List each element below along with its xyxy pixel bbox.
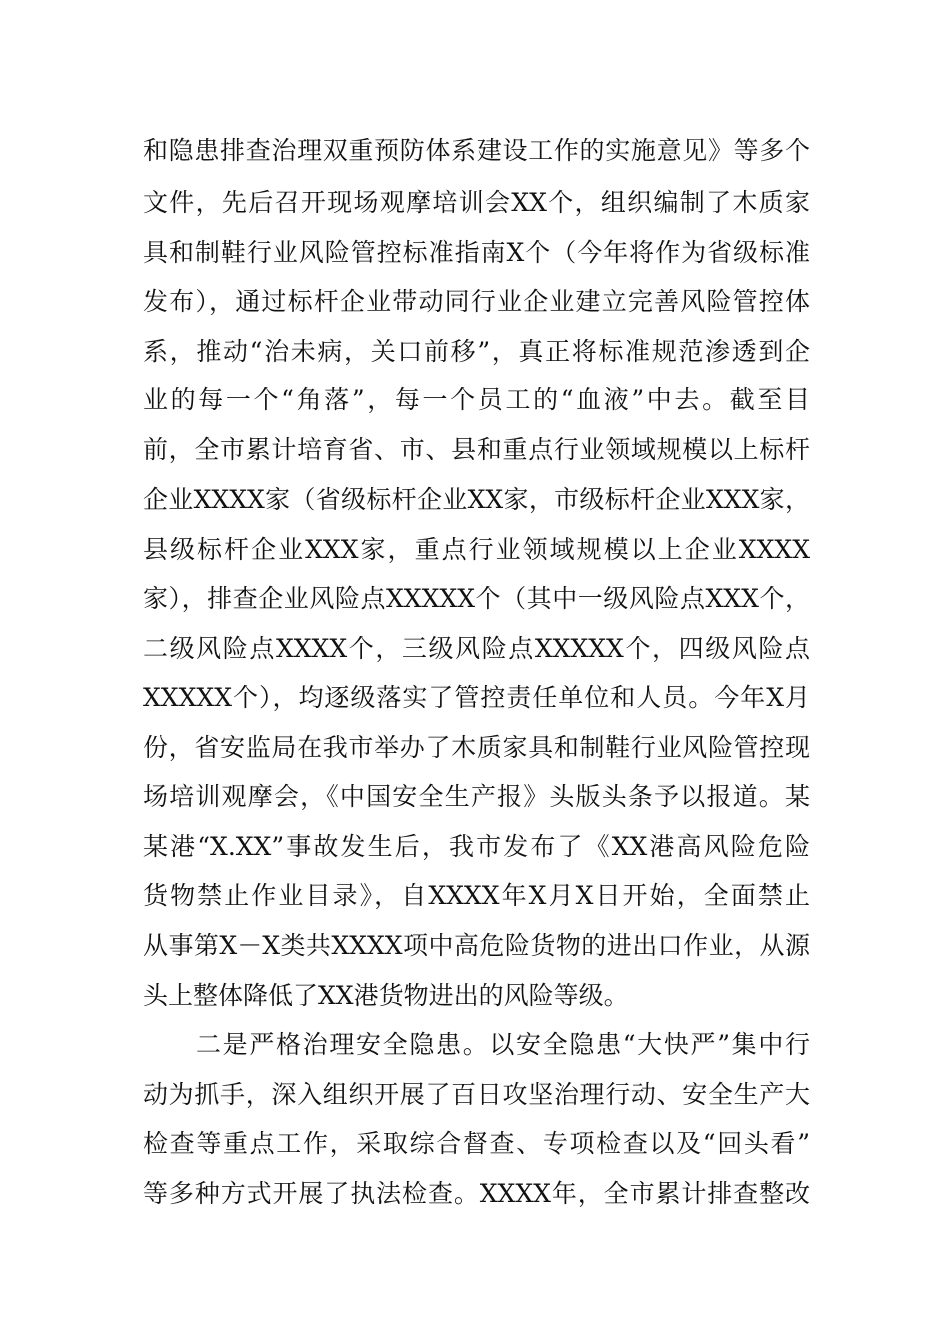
text-line: 前，全市累计培育省、市、县和重点行业领域规模以上标杆 <box>143 435 810 464</box>
paragraph-first-line: 二是严格治理安全隐患。以安全隐患“大快严”集中行 <box>196 1030 810 1059</box>
text-line: 头上整体降低了XX港货物进出的风险等级。 <box>143 981 629 1010</box>
text-line: 份，省安监局在我市举办了木质家具和制鞋行业风险管控现 <box>143 733 810 762</box>
text-line: 等多种方式开展了执法检查。XXXX年，全市累计排查整改 <box>143 1179 810 1208</box>
text-line: 文件，先后召开现场观摩培训会XX个，组织编制了木质家 <box>143 188 810 217</box>
text-line: 动为抓手，深入组织开展了百日攻坚治理行动、安全生产大 <box>143 1080 810 1109</box>
text-line: 检查等重点工作，采取综合督查、专项检查以及“回头看” <box>143 1129 810 1158</box>
text-line: 业的每一个“角落”，每一个员工的“血液”中去。截至目 <box>143 385 810 414</box>
text-line: 具和制鞋行业风险管控标准指南X个（今年将作为省级标准 <box>143 238 810 267</box>
text-line: 货物禁止作业目录》，自XXXX年X月X日开始，全面禁止 <box>143 881 810 910</box>
text-line: 二级风险点XXXX个，三级风险点XXXXX个，四级风险点 <box>143 634 810 663</box>
text-line: 企业XXXX家（省级标杆企业XX家，市级标杆企业XXX家， <box>143 485 810 514</box>
text-line: XXXXX个），均逐级落实了管控责任单位和人员。今年X月 <box>143 683 810 712</box>
text-line: 和隐患排查治理双重预防体系建设工作的实施意见》等多个 <box>143 136 810 165</box>
text-line: 县级标杆企业XXX家，重点行业领域规模以上企业XXXX <box>143 535 810 564</box>
text-line: 发布），通过标杆企业带动同行业企业建立完善风险管控体 <box>143 287 810 316</box>
text-line: 家），排查企业风险点XXXXX个（其中一级风险点XXX个， <box>143 584 810 613</box>
text-line: 场培训观摩会，《中国安全生产报》头版头条予以报道。某 <box>143 782 810 811</box>
text-line: 从事第X－X类共XXXX项中高危险货物的进出口作业，从源 <box>143 931 810 960</box>
text-line: 系，推动“治未病，关口前移”，真正将标准规范渗透到企 <box>143 337 810 366</box>
text-line: 某港“X.XX”事故发生后，我市发布了《XX港高风险危险 <box>143 832 810 861</box>
